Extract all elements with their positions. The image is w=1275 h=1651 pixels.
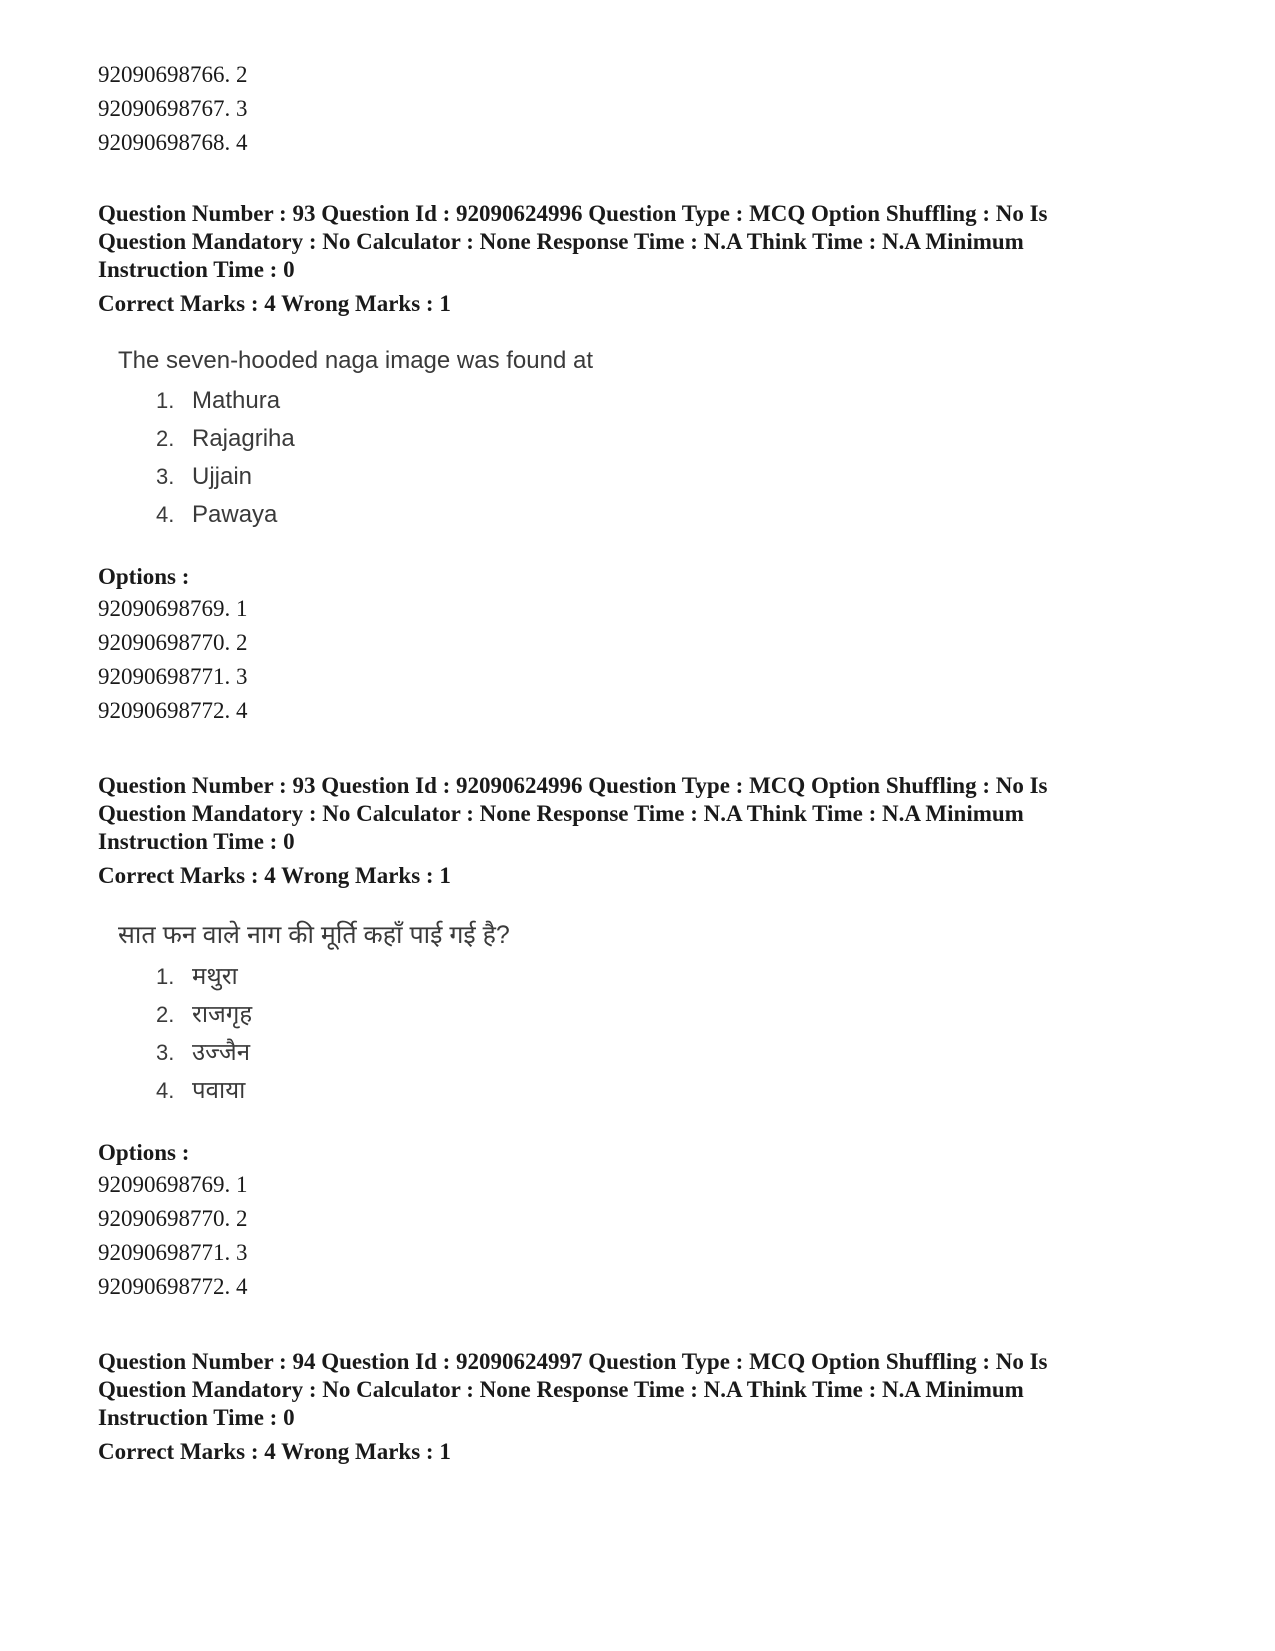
question-meta-line: Question Mandatory : No Calculator : None Response Time : N.A Think Time : N.A Minimum (98, 229, 1024, 254)
question-meta (98, 1348, 1178, 1432)
choice-item: 3. Ujjain (156, 463, 253, 490)
question-marks: Correct Marks : 4 Wrong Marks : 1 (98, 1439, 451, 1464)
question-meta-line: Instruction Time : 0 (98, 829, 295, 854)
option-line: 92090698772. 4 (98, 1274, 248, 1299)
question-meta-line: Question Number : 94 Question Id : 92090624997 Question Type : MCQ Option Shuffling : No Is (98, 1349, 1048, 1374)
option-line: 92090698766. 2 (98, 62, 248, 87)
option-line: 92090698769. 1 (98, 1172, 248, 1197)
options-list (98, 1168, 1178, 1304)
question-content (118, 346, 1178, 534)
choice-item: 4. Pawaya (156, 501, 278, 528)
choice-item: 4. पवाया (156, 1077, 246, 1104)
choice-list (118, 958, 1178, 1110)
question-stem: The seven-hooded naga image was found at (118, 347, 593, 374)
question-meta (98, 200, 1178, 284)
choice-item: 2. राजगृह (156, 1001, 253, 1028)
option-line: 92090698771. 3 (98, 664, 248, 689)
question-meta (98, 772, 1178, 856)
question-marks: Correct Marks : 4 Wrong Marks : 1 (98, 291, 451, 316)
choice-list (118, 382, 1178, 534)
option-line: 92090698769. 1 (98, 596, 248, 621)
question-meta-line: Instruction Time : 0 (98, 1405, 295, 1430)
document-page (98, 58, 1178, 1466)
option-line: 92090698772. 4 (98, 698, 248, 723)
option-line: 92090698771. 3 (98, 1240, 248, 1265)
question-stem: सात फन वाले नाग की मूर्ति कहाँ पाई गई है? (118, 921, 510, 949)
choice-item: 2. Rajagriha (156, 425, 295, 452)
question-block (98, 1348, 1178, 1466)
question-content (118, 918, 1178, 1110)
option-line: 92090698770. 2 (98, 1206, 248, 1231)
question-block (98, 772, 1178, 1304)
question-marks: Correct Marks : 4 Wrong Marks : 1 (98, 863, 451, 888)
question-meta-line: Question Mandatory : No Calculator : None Response Time : N.A Think Time : N.A Minimum (98, 801, 1024, 826)
question-block (98, 200, 1178, 728)
options-list (98, 592, 1178, 728)
question-meta-line: Question Mandatory : No Calculator : None Response Time : N.A Think Time : N.A Minimum (98, 1377, 1024, 1402)
choice-item: 3. उज्जैन (156, 1039, 251, 1066)
question-meta-line: Instruction Time : 0 (98, 257, 295, 282)
previous-options-list (98, 58, 1178, 160)
choice-item: 1. Mathura (156, 387, 281, 414)
option-line: 92090698767. 3 (98, 96, 248, 121)
options-label: Options : (98, 1140, 190, 1165)
question-meta-line: Question Number : 93 Question Id : 92090624996 Question Type : MCQ Option Shuffling : No Is (98, 201, 1048, 226)
option-line: 92090698768. 4 (98, 130, 248, 155)
options-label: Options : (98, 564, 190, 589)
choice-item: 1. मथुरा (156, 963, 238, 990)
question-meta-line: Question Number : 93 Question Id : 92090624996 Question Type : MCQ Option Shuffling : No Is (98, 773, 1048, 798)
option-line: 92090698770. 2 (98, 630, 248, 655)
